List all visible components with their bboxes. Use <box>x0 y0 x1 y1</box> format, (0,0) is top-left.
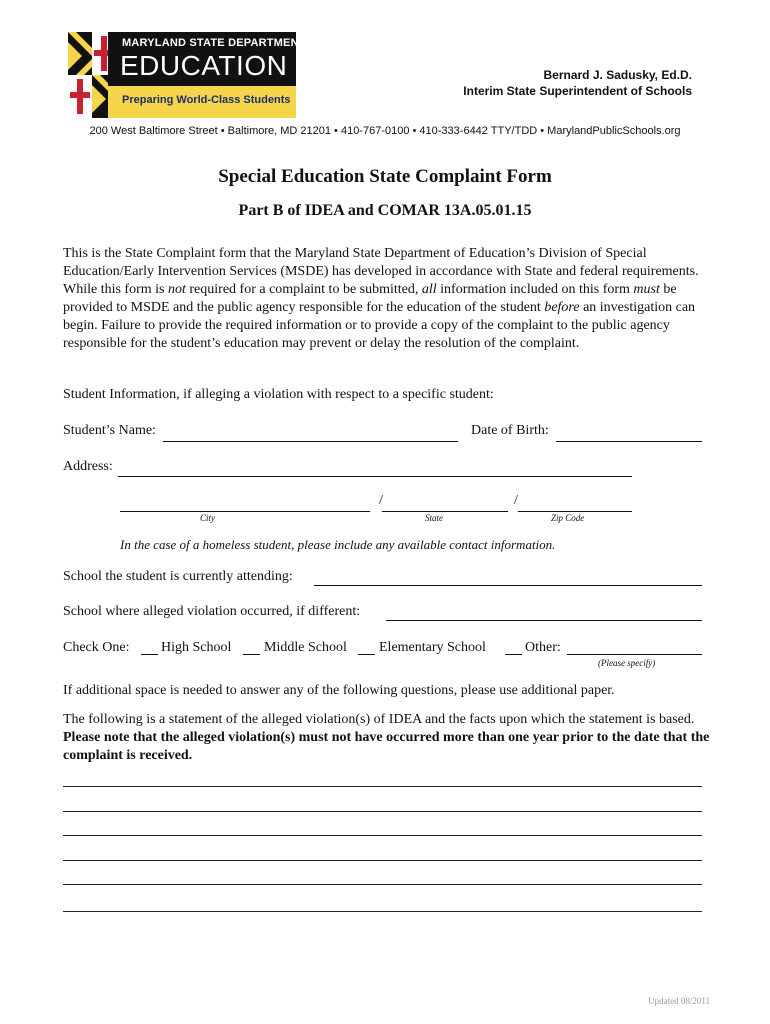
form-subtitle: Part B of IDEA and COMAR 13A.05.01.15 <box>238 202 532 219</box>
elementary-school-checkbox[interactable] <box>358 654 375 655</box>
statement-answer-line[interactable] <box>63 860 702 861</box>
intro-text-2: required for a complaint to be submitted, <box>185 282 422 297</box>
state-caption: State <box>425 513 443 523</box>
high-school-checkbox[interactable] <box>141 654 158 655</box>
check-one-label: Check One: <box>63 640 130 655</box>
updated-date: Updated 08/2011 <box>648 996 710 1006</box>
logo-department-text: MARYLAND STATE DEPARTMENT OF <box>122 37 325 49</box>
dob-label: Date of Birth: <box>471 423 549 438</box>
high-school-option: High School <box>161 640 232 655</box>
intro-emphasis-before: before <box>544 300 580 315</box>
dob-field[interactable] <box>556 441 702 442</box>
statement-answer-line[interactable] <box>63 835 702 836</box>
city-caption: City <box>200 513 215 523</box>
student-name-label: Student’s Name: <box>63 423 156 438</box>
statement-answer-line[interactable] <box>63 811 702 812</box>
logo-tagline: Preparing World-Class Students <box>122 94 291 106</box>
intro-emphasis-all: all <box>421 282 437 297</box>
elementary-school-option: Elementary School <box>379 640 486 655</box>
form-title: Special Education State Complaint Form <box>218 166 552 187</box>
school-violation-field[interactable] <box>386 620 702 621</box>
homeless-note: In the case of a homeless student, please include any available contact information. <box>120 537 556 552</box>
statement-note: Please note that the alleged violation(s) must not have occurred more than one year prior to the date that the complaint is received. <box>63 730 710 763</box>
middle-school-checkbox[interactable] <box>243 654 260 655</box>
school-attending-field[interactable] <box>314 585 702 586</box>
city-field[interactable] <box>120 511 370 512</box>
school-violation-label: School where alleged violation occurred, if different: <box>63 604 361 619</box>
statement-answer-line[interactable] <box>63 884 702 885</box>
zip-field[interactable] <box>518 511 632 512</box>
other-checkbox[interactable] <box>505 654 522 655</box>
slash-separator: / <box>379 493 383 508</box>
student-name-field[interactable] <box>163 441 458 442</box>
logo-education-text: EDUCATION <box>120 50 288 81</box>
school-attending-label: School the student is currently attending: <box>63 569 293 584</box>
msde-logo <box>68 32 325 118</box>
zip-caption: Zip Code <box>551 513 585 523</box>
statement-paragraph <box>63 711 713 765</box>
intro-text-3: information included on this form <box>436 282 634 297</box>
address-field[interactable] <box>118 476 632 477</box>
superintendent-title: Interim State Superintendent of Schools <box>463 84 692 98</box>
statement-answer-line[interactable] <box>63 786 702 787</box>
address-label: Address: <box>63 459 113 474</box>
middle-school-option: Middle School <box>264 640 347 655</box>
intro-paragraph <box>63 245 713 353</box>
other-option: Other: <box>525 640 561 655</box>
student-info-heading: Student Information, if alleging a violation with respect to a specific student: <box>63 387 494 402</box>
statement-answer-line[interactable] <box>63 911 702 912</box>
intro-text-4: be provided to MSDE and the public agency responsible for the education of the student <box>63 282 677 315</box>
intro-emphasis-must: must <box>633 282 660 297</box>
department-address: 200 West Baltimore Street • Baltimore, MD 21201 • 410-767-0100 • 410-333-6442 TTY/TDD • MarylandPublicSchools.org <box>89 125 681 137</box>
statement-intro: The following is a statement of the alleged violation(s) of IDEA and the facts upon which the statement is based. <box>63 712 695 727</box>
intro-text-5: an investigation can begin. Failure to provide the required information or to provide a copy of the complaint to the public agency responsible for the student’s education may prevent or delay the resolution of the complaint. <box>63 300 696 351</box>
other-specify-field[interactable] <box>567 654 702 655</box>
additional-space-note: If additional space is needed to answer any of the following questions, please use additional paper. <box>63 683 615 698</box>
superintendent-name: Bernard J. Sadusky, Ed.D. <box>543 68 692 82</box>
slash-separator: / <box>514 493 518 508</box>
please-specify-caption: (Please specify) <box>598 658 656 668</box>
intro-emphasis-not: not <box>168 282 186 297</box>
intro-text-1: This is the State Complaint form that the Maryland State Department of Education’s Division of Special Education/Early Intervention Services (MSDE) has developed in accordance with State and federal requirements. While this form is <box>63 246 699 297</box>
state-field[interactable] <box>382 511 508 512</box>
